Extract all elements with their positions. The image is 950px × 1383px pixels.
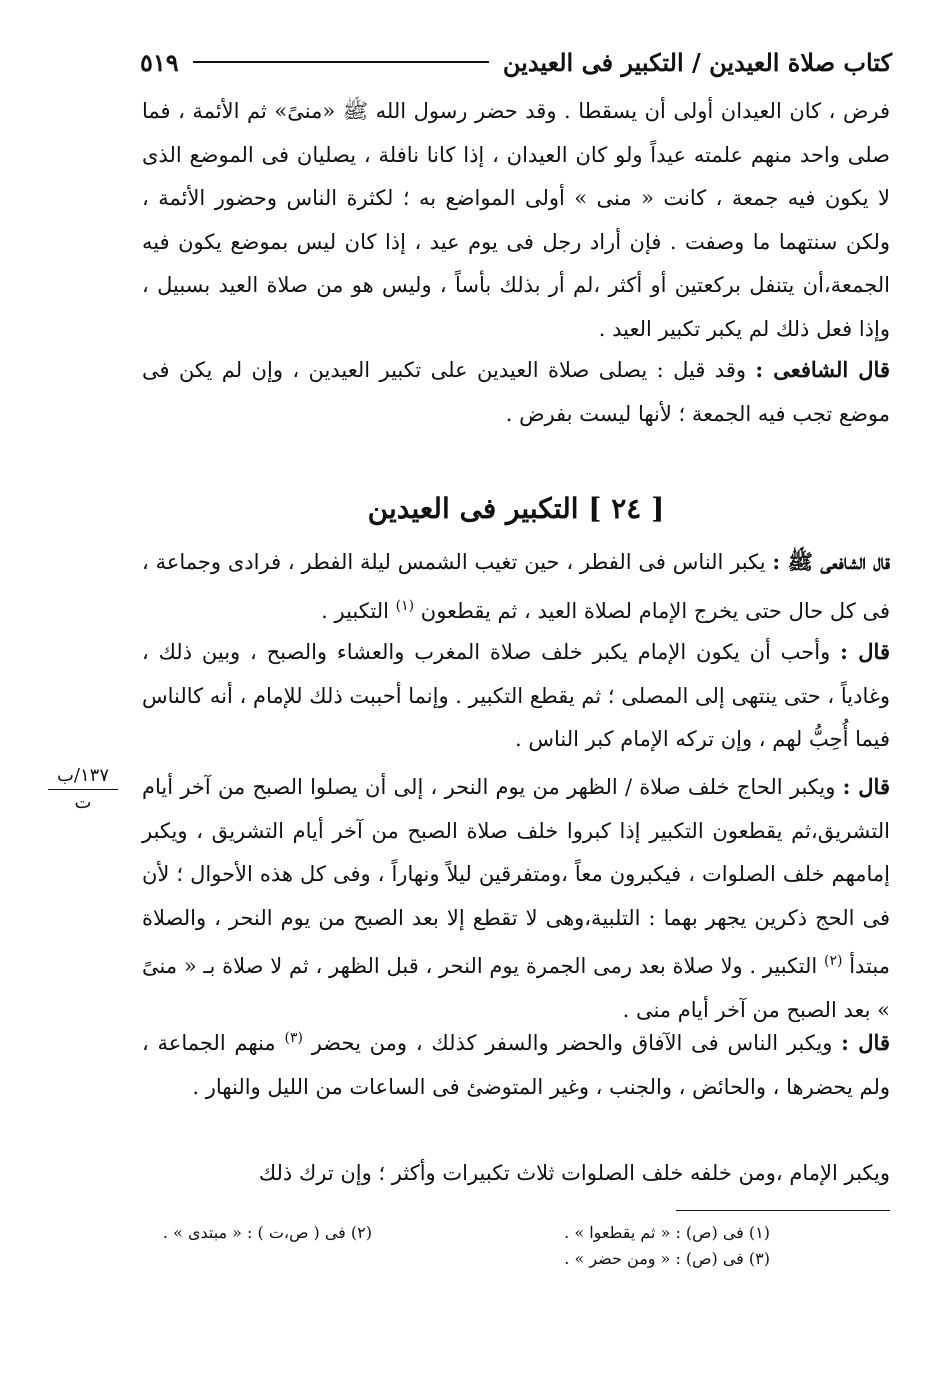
margin-note-top: ١٣٧/ب — [56, 765, 110, 786]
paragraph-6 — [142, 1017, 890, 1109]
paragraph-4-text: وأحب أن يكون الإمام يكبر خلف صلاة المغرب والعشاء والصبح ، وبين ذلك ، وغادياً ، حتى ينتهى إلى المصلى ؛ ثم يقطع التكبير . وإنما أحببت ذلك للإمام ، أنه كالناس فيما أُحِبُّ لهم ، وإن تركه الإمام كبر الناس . — [142, 640, 890, 751]
footnote-row — [142, 1246, 890, 1272]
paragraph-7: ويكبر الإمام ،ومن خلفه خلف الصلوات ثلاث تكبيرات وأكثر ؛ وإن ترك ذلك — [258, 1161, 890, 1185]
paragraph-6-text-a: ويكبر الناس فى الآفاق والحضر والسفر كذلك ، ومن يحضر — [311, 1031, 833, 1055]
header-rule — [193, 61, 489, 63]
footnote-1: (١) فى (ص) : « ثم يقطعوا » . — [564, 1223, 770, 1242]
page-number: ٥١٩ — [140, 47, 179, 77]
paragraph-4 — [142, 630, 890, 762]
paragraph-6-lead: قال : — [841, 1030, 890, 1055]
footnote-ref-1: (١) — [395, 597, 415, 614]
paragraph-5 — [142, 765, 890, 1032]
section-heading: [ ٢٤ ] التكبير فى العيدين — [367, 492, 665, 525]
paragraph-5-text-a: ويكبر الحاج خلف صلاة / الظهر من يوم النحر ، إلى أن يصلوا الصبح من آخر أيام التشريق،ثم يقطعون التكبير إذا كبروا خلف صلاة الصبح من آخر أيام التشريق ، ويكبر إمامهم خلف الصلوات ، فيكبرون معاً ،ومتفرقين ليلاً ونهاراً ، وفى كل هذه الأحوال ؛ لأن فى الحج ذكرين يجهر بهما : التلبية،وهى لا تقطع إلا بعد الصبح من يوم النحر ، والصلاة مبتدأ — [142, 775, 890, 978]
running-header — [140, 42, 892, 82]
paragraph-3-lead: قال الشافعى ﷺ : — [772, 549, 890, 574]
footnote-ref-2: (٢) — [824, 953, 843, 969]
footnote-rule — [676, 1210, 890, 1211]
footnote-ref-3: (٣) — [284, 1030, 303, 1046]
footnotes — [142, 1220, 890, 1272]
paragraph-3-text-b: التكبير . — [321, 598, 389, 623]
paragraph-2-lead: قال الشافعى : — [755, 357, 890, 382]
paragraph-1: فرض ، كان العيدان أولى أن يسقطا . وقد حضر رسول الله ﷺ «منىً» ثم الأئمة ، فما صلى واحد منهم علمته عيداً ولو كان العيدان ، إذا كانا نافلة ، يصليان فى الموضع الذى لا يكون فيه جمعة ، كانت « منى » أولى المواضع به ؛ لكثرة الناس وحضور الأئمة ، ولكن سنتهما ما وصفت . فإن أراد رجل فى يوم عيد ، إذا كان ليس بموضع يكون فيه الجمعة،أن يتنفل بركعتين أو أكثر ،لم أر بذلك بأساً ، وليس هو من صلاة العيد بسبيل ، وإذا فعل ذلك لم يكبر تكبير العيد . — [142, 99, 890, 341]
header-title: كتاب صلاة العيدين / التكبير فى العيدين — [502, 47, 892, 77]
footnote-row — [142, 1220, 890, 1246]
paragraph-4-lead: قال : — [840, 639, 890, 664]
paragraph-3 — [142, 540, 890, 633]
paragraph-6-text-b: منهم الجماعة ، ولم يحضرها ، والحائض ، والجنب ، وغير المتوضئ فى الساعات من الليل والنهار . — [142, 1031, 890, 1099]
paragraph-2 — [142, 348, 890, 436]
paragraph-3-text-a: يكبر الناس فى الفطر ، حين تغيب الشمس ليلة الفطر ، فرادى وجماعة ، فى كل حال حتى يخرج الإمام لصلاة العيد ، ثم يقطعون — [142, 550, 890, 623]
footnote-2: (٢) فى ( ص،ت ) : « مبتدى » . — [162, 1223, 372, 1242]
footnote-3: (٣) فى (ص) : « ومن حضر » . — [564, 1249, 770, 1268]
paragraph-5-lead: قال : — [842, 774, 890, 799]
manuscript-margin-note — [38, 765, 128, 814]
paragraph-2-text: وقد قيل : يصلى صلاة العيدين على تكبير العيدين ، وإن لم يكن فى موضع تجب فيه الجمعة ؛ لأنها ليست بفرض . — [142, 358, 890, 426]
margin-note-bottom: ت — [74, 792, 92, 813]
margin-note-divider — [48, 789, 118, 790]
paragraph-5-text-b: التكبير . ولا صلاة بعد رمى الجمرة يوم النحر ، قبل الظهر ، ثم لا صلاة بـ « منىً » بعد الصبح من آخر أيام منى . — [142, 954, 890, 1022]
